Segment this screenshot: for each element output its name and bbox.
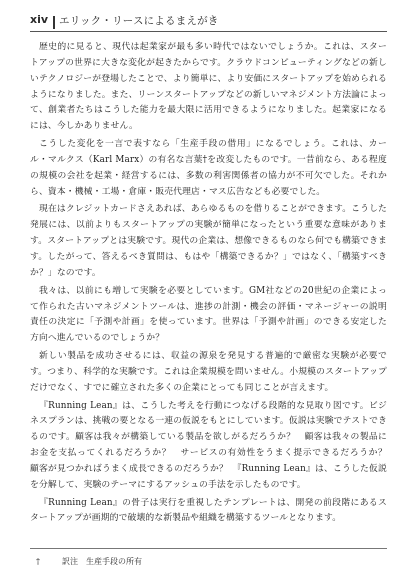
paragraph: 我々は、以前にも増して実験を必要としています。GM社などの20世紀の企業によって作られた古いマネジメントツールは、進捗の計測・機会の評価・マネージャーの説明責任の決定に「予測や計画」を使っています。世界は「予測や計画」のできる安定した方向へ進んでいるのでしょうか？	[30, 285, 387, 344]
footnote-rule	[30, 548, 387, 549]
paragraph: 『Running Lean』は、こうした考えを行動につなげる段階的な見取り図です。ビジネスプランは、挑戦の要となる一連の仮説をもとにしています。仮説は実験でテストできるのです。顧客は我々が構築している製品を欲しがるだろうか？ 顧客は我々の製品に お金を支払ってくれるだろうか？ サービスの有効性をうまく提示できるだろうか？ 顧客が見つかればうまく成長できるのだろうか？ 『Running Lean』は、こうした仮説を分解して、実験のテーマにするアッシュの手法を示したものです。	[30, 400, 396, 490]
header-rule	[30, 31, 387, 32]
footnote-text: 訳注 生産手段の所有	[62, 557, 142, 566]
header-bar	[53, 16, 55, 29]
paragraph: 歴史的に見ると、現代は起業家が最も多い時代ではないでしょうか。これは、スタートアップの世界に大きな変化が起きたからです。クラウドコンピューティングなどの新しいテクノロジーが登場したことで、より簡単に、より安価にスタートアップを始められるようになりました。また、リーンスタートアップなどの新しいマネジメント方法論によって、創業者たちはこうした能力を最大限に活用できるようになりました。起業家になるには、今しかありません。	[30, 42, 387, 132]
paragraph: こうした変化を一言で表すなら「生産手段の借用」になるでしょう。これは、カール・マルクス（Karl Marx）の有名な言葉†を改変したものです。一昔前なら、ある程度の規模の会社を起業・経営するには、多数の利害関係者の協力が不可欠でした。それから、資本・機械・工場・倉庫・販売代理店・マス広告なども必要でした。	[30, 139, 387, 197]
paragraph: 『Running Lean』の骨子は実行を重視したテンプレートは、開発の前段階にあるスタートアップが画期的で破壊的な新製品や組織を構築するツールとなります。	[30, 497, 387, 524]
paragraph: 新しい製品を成功させるには、収益の源泉を発見する普遍的で厳密な実験が必要です。つまり、科学的な実験です。これは企業規模を問いません。小規模のスタートアップだけでなく、すでに確立された多くの企業にとっても同じことが言えます。	[30, 351, 387, 393]
footnote	[36, 556, 142, 567]
footnote-mark: †	[36, 557, 40, 566]
chapter-title: エリック・リースによるまえがき	[59, 15, 219, 27]
running-header	[30, 12, 386, 32]
body-text	[30, 40, 396, 529]
paragraph: 現在はクレジットカードさえあれば、あらゆるものを借りることができます。こうした発展には、以前よりもスタートアップの実験が簡単になったという重要な意味があります。スタートアップとは実験です。現代の企業は、想像できるものなら何でも構築できます。したがって、答えるべき質問は、もはや「構築できるか？」ではなく、「構築すべきか？」なのです。	[30, 204, 387, 278]
page-number: xiv	[30, 13, 49, 26]
